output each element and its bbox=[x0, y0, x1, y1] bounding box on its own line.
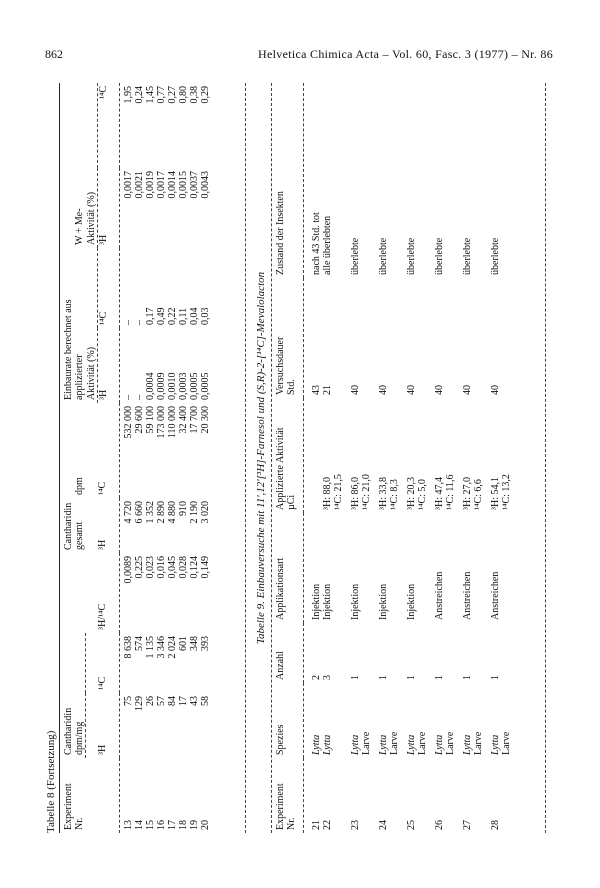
t8-h-dpm: dpm bbox=[74, 477, 85, 495]
t9-h-nr: Nr. bbox=[286, 817, 297, 830]
t8-h-experiment: Experiment bbox=[63, 783, 74, 830]
table-row: 13 75 8 638 0,0089 4 720 532 000 – – 0,0017 1,95 bbox=[123, 85, 134, 830]
t9-h-uci: µCi bbox=[286, 494, 297, 510]
table-8-grid: Experiment Cantharidin Cantharidin Einbaurate berechnet aus Nr. dpm/mg gesamt dpm applizierter W + Me- Aktivität (%) Aktivität (%) ³H ¹⁴C ³H/¹⁴C ³H ¹⁴C ³H ¹⁴C ³H ¹⁴C 13 75 8 638 0,0089 4 720 532 000 – – 0,0017 1,95 14 129 574 0,225 6 660 29 600 – – 0,0021 0,24 15 26 1 135 0,023 1 352 59 100 0,0004 0,17 0,0019 1,45 16 57 3 346 0,016 2 890 173 000 0,0009 0,49 0,0017 0,77 17 84 2 024 0,045 4 880 110 000 0,0010 0,22 0,0014 0,27 18 17 601 0,028 910 32 400 0,0003 0,11 0,0015 0,80 19 43 348 0,124 2 190 17 700 0,0005 0,04 0,0037 0,38 20 58 393 0,149 3 020 20 300 0,0005 0,03 0,0043 0,29 bbox=[63, 83, 211, 833]
table-row: 23 Lytta 1 Injektion ³H: 86,0 40 überlebte bbox=[350, 237, 361, 830]
table-row: 28 Lytta 1 Anstreichen ³H: 54,1 40 überlebte bbox=[490, 237, 501, 830]
table-row: 21 Lytta 2 Injektion 43 nach 43 Std. tot bbox=[311, 212, 322, 830]
t8-h-14c: ¹⁴C bbox=[97, 676, 108, 690]
table-row: 22 Lytta 3 Injektion ³H: 88,0 21 alle überlebten bbox=[322, 215, 333, 830]
t9-h-experiment: Experiment bbox=[275, 783, 286, 830]
table-row: 25 Lytta 1 Injektion ³H: 20,3 40 überlebte bbox=[406, 237, 417, 830]
table-row: 27 Lytta 1 Anstreichen ³H: 27,0 40 überlebte bbox=[462, 237, 473, 830]
t9-h-zustand: Zustand der Insekten bbox=[275, 191, 286, 275]
rotated-page-content bbox=[45, 83, 555, 833]
t9-h-dauer: Versuchsdauer bbox=[275, 336, 286, 395]
t8-h-ratio: ³H/¹⁴C bbox=[97, 603, 108, 630]
table-row: 26 Lytta 1 Anstreichen ³H: 47,4 40 überlebte bbox=[434, 237, 445, 830]
t8-h-nr: Nr. bbox=[74, 817, 85, 830]
t8-h-wme2: Aktivität (%) bbox=[86, 83, 98, 248]
journal-header: Helvetica Chimica Acta – Vol. 60, Fasc. 3 (1977) – Nr. 86 bbox=[258, 47, 553, 61]
table-row: 24 Lytta 1 Injektion ³H: 33,8 40 überlebte bbox=[378, 237, 389, 830]
t9-h-applart: Applikationsart bbox=[275, 557, 286, 620]
table-9-grid: Experiment Spezies Anzahl Applikationsart Applizierte Aktivität Versuchsdauer Zustand der Insekten Nr. µCi Std. 21 Lytta 2 Injektion 43 nach 43 Std. tot 22 Lytta 3 Injektion ³H: 88,0 21 alle überlebten ¹⁴C: 21,5 23 Lytta 1 Injektion ³H: 86,0 40 überlebte Larve ¹⁴C: 21,0 24 Lytta 1 Injektion ³H: 33,8 40 überlebte Larve ¹⁴C: 8,3 25 Lytta 1 Injektion ³H: 20,3 40 überlebte Larve ¹⁴C: 5,0 26 Lytta 1 Anstreichen ³H: 47,4 40 überlebte Larve ¹⁴C: 11,6 27 Lytta 1 Anstreichen ³H: 27,0 40 überlebte Larve ¹⁴C: 6,6 28 Lytta 1 Anstreichen ³H: 54,1 40 überlebte Larve ¹⁴C: 13,2 bbox=[275, 83, 512, 833]
table-row: 20 58 393 0,149 3 020 20 300 0,0005 0,03 0,0043 0,29 bbox=[200, 85, 211, 830]
t9-h-anzahl: Anzahl bbox=[275, 651, 286, 680]
page-number: 862 bbox=[45, 47, 63, 61]
table-row: 17 84 2 024 0,045 4 880 110 000 0,0010 0,22 0,0014 0,27 bbox=[167, 85, 178, 830]
table-row: 16 57 3 346 0,016 2 890 173 000 0,0009 0,49 0,0017 0,77 bbox=[156, 85, 167, 830]
table-8-caption: Tabelle 8 (Fortsetzung) bbox=[45, 730, 57, 833]
t9-h-applakt: Applizierte Aktivität bbox=[275, 427, 286, 510]
t9-h-std: Std. bbox=[286, 379, 297, 395]
table-row: 18 17 601 0,028 910 32 400 0,0003 0,11 0,0015 0,80 bbox=[178, 85, 189, 830]
t8-h-appl: applizierter bbox=[74, 354, 85, 400]
t9-h-spezies: Spezies bbox=[275, 724, 286, 755]
t8-h-gesamt: gesamt bbox=[74, 521, 85, 550]
table-9-caption: Tabelle 9. Einbauversuche mit 11',12'[³H]-Farnesol und (S,R)-2-[¹⁴C]-Mevalolacton bbox=[255, 271, 267, 645]
t8-h-cantharidin2: Cantharidin bbox=[63, 502, 74, 550]
table-row: 14 129 574 0,225 6 660 29 600 – – 0,0021 0,24 bbox=[134, 85, 145, 830]
table-row: 15 26 1 135 0,023 1 352 59 100 0,0004 0,17 0,0019 1,45 bbox=[145, 85, 156, 830]
t8-h-akt: Aktivität (%) bbox=[86, 248, 98, 403]
table-row: 19 43 348 0,124 2 190 17 700 0,0005 0,04 0,0037 0,38 bbox=[189, 85, 200, 830]
t8-h-3h: ³H bbox=[97, 744, 108, 755]
t8-h-cantharidin: Cantharidin bbox=[63, 707, 74, 755]
t8-h-einbau: Einbaurate berechnet aus bbox=[63, 299, 74, 400]
t8-h-wme: W + Me- bbox=[74, 208, 85, 245]
t8-h-dpmmg: dpm/mg bbox=[74, 633, 86, 758]
